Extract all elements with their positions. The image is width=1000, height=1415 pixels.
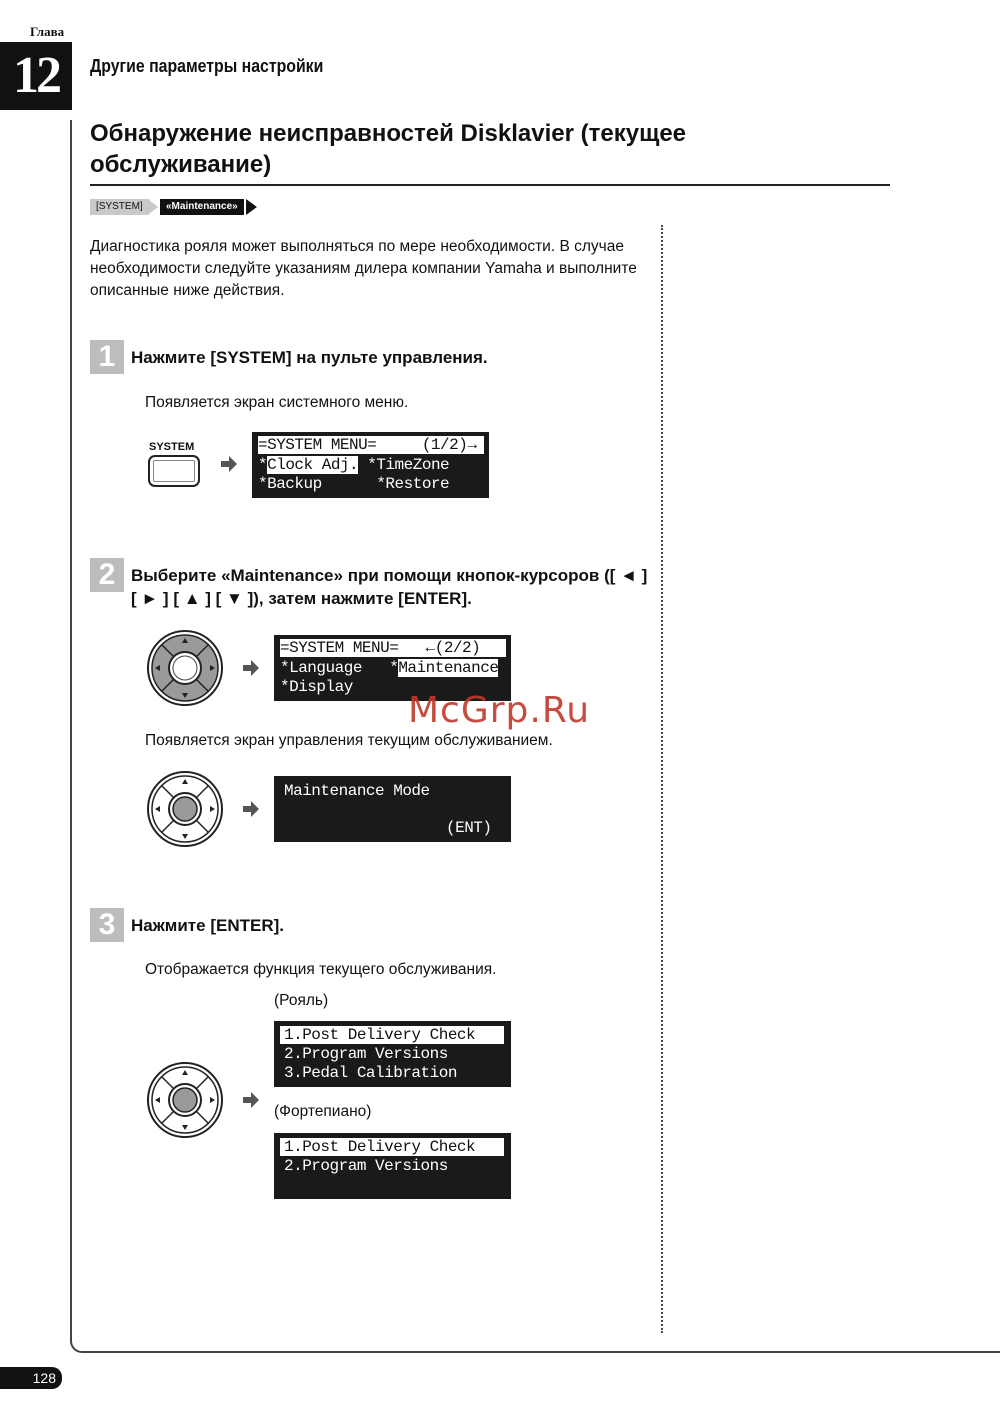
lcd-line: 2.Program Versions [284,1045,448,1063]
chapter-label: Глава [30,24,65,39]
step-3-number: 3 [90,908,124,942]
intro-paragraph: Диагностика рояля может выполняться по мере необходимости. В случае необходимости следуйте указаниям дилера компании Yamaha и выполните описанные ниже действия. [90,238,637,299]
step-1-desc: Появляется экран системного меню. [145,394,409,411]
system-button-label: SYSTEM [149,441,195,453]
breadcrumb-system: [SYSTEM] [90,199,149,215]
system-button-icon[interactable] [148,455,200,487]
breadcrumb-maintenance: «Maintenance» [160,199,244,215]
section-title: Обнаружение неисправностей Disklavier (текущее обслуживание) [90,120,687,178]
step-1-title: Нажмите [SYSTEM] на пульте управления. [131,348,488,367]
upright-piano-label: (Фортепиано) [274,1103,372,1120]
lcd-line [280,659,498,677]
step-3-title: Нажмите [ENTER]. [131,916,284,935]
chapter-title: Другие параметры настройки [90,56,324,76]
step-1-number: 1 [90,340,124,374]
lcd-line [258,456,449,474]
step-2-title: Выберите «Maintenance» при помощи кнопок-курсоров ([ ◄ ] [ ► ] [ ▲ ] [ ▼ ]), затем нажмите [ENTER]. [131,566,648,608]
breadcrumb-arrow-icon [246,199,257,215]
lcd-maintenance-grand [274,1021,511,1087]
arrow-right-icon [220,455,238,473]
lcd-line: 3.Pedal Calibration [284,1064,457,1082]
lcd-line: Maintenance Mode [284,782,430,800]
lcd-line: =SYSTEM MENU= (1/2)→ [258,436,484,454]
lcd-highlight: Clock Adj. [267,456,359,474]
lcd-line: (ENT) [446,819,492,837]
lcd-line-part: *TimeZone [358,456,450,474]
lcd-maintenance-mode [274,776,511,842]
lcd-system-menu-1 [252,432,489,498]
arrow-right-icon [242,659,260,677]
dpad-icon[interactable] [146,770,224,848]
lcd-line: 1.Post Delivery Check [280,1026,504,1044]
page-number: 128 [0,1367,62,1389]
step-2-desc: Появляется экран управления текущим обслуживанием. [145,732,553,749]
section-rule [90,184,890,186]
step-3-desc: Отображается функция текущего обслуживания. [145,961,497,978]
lcd-line-part: * [258,456,268,474]
arrow-right-icon [242,1091,260,1109]
lcd-maintenance-upright [274,1133,511,1199]
dpad-icon[interactable] [146,1061,224,1139]
lcd-line-part: *Language * [280,659,399,677]
lcd-line: *Backup *Restore [258,475,450,493]
step-2-number: 2 [90,558,124,592]
lcd-line: =SYSTEM MENU= ←(2/2) [280,639,506,657]
watermark: McGrp.Ru [408,690,591,731]
breadcrumb-arrow-icon [148,199,158,215]
chapter-number: 12 [0,42,72,110]
lcd-line: 1.Post Delivery Check [280,1138,504,1156]
arrow-right-icon [242,800,260,818]
dpad-icon[interactable] [146,629,224,707]
lcd-line: 2.Program Versions [284,1157,448,1175]
lcd-highlight: Maintenance [398,659,499,677]
grand-piano-label: (Рояль) [274,992,329,1009]
column-divider [661,225,663,1333]
lcd-line: *Display [280,678,353,696]
